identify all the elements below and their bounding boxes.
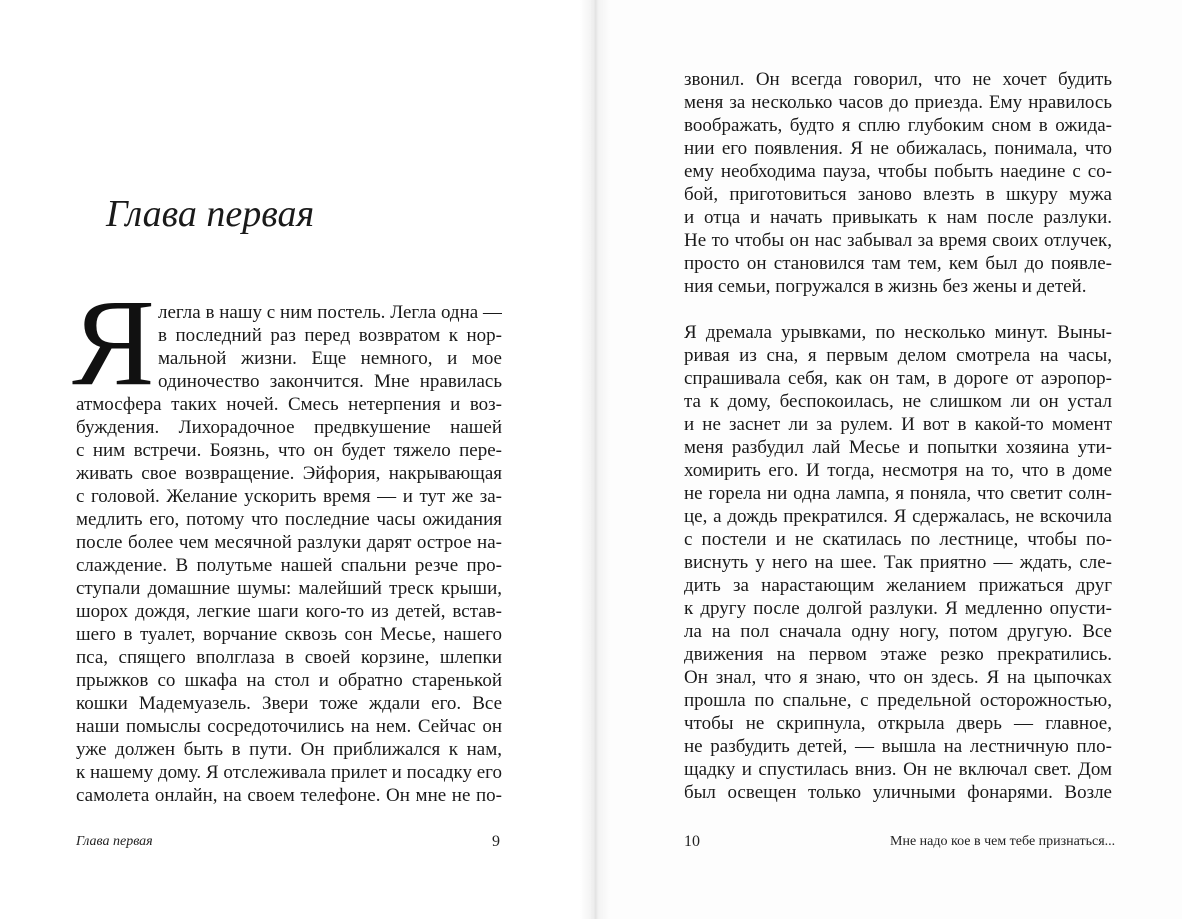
text-line: и не заснет ли за рулем. И вот в какой-то момент	[684, 414, 1112, 435]
text-line: ния семьи, погружался в жизнь без жены и детей.	[684, 276, 1087, 297]
text-line: легла в нашу с ним постель. Легла одна —	[158, 302, 502, 323]
text-line: меня за несколько часов до приезда. Ему нравилось	[684, 92, 1112, 113]
text-line: виснуть у него на шее. Так приятно — ждать, сле-	[684, 552, 1112, 573]
text-line: самолета онлайн, на своем телефоне. Он мне не по-	[76, 785, 502, 806]
text-line: щадку и спустилась вниз. Он не включал свет. Дом	[684, 759, 1112, 780]
text-line: меня разбудил лай Месье и попытки хозяина ути-	[684, 437, 1112, 458]
text-line: ла на пол сначала одну ногу, потом другую. Все	[684, 621, 1112, 642]
text-line: и отца и начать привыкать к нам после разлуки.	[684, 207, 1112, 228]
text-line: к нашему дому. Я отслеживала прилет и посадку его	[76, 762, 502, 783]
text-line: нии его появления. Я не обижалась, понимала, что	[684, 138, 1112, 159]
text-line: Не то чтобы он нас забывал за время своих отлучек,	[684, 230, 1112, 251]
text-line: спрашивала себя, как он там, в дороге от аэропор-	[684, 368, 1112, 389]
text-line: прошла по спальне, с предельной осторожностью,	[684, 690, 1112, 711]
text-line: живать свое возвращение. Эйфория, накрывающая	[76, 463, 502, 484]
text-line: звонил. Он всегда говорил, что не хочет будить	[684, 69, 1112, 90]
text-line: хомирить его. И тогда, несмотря на то, что в доме	[684, 460, 1112, 481]
text-line: буждения. Лихорадочное предвкушение нашей	[76, 417, 502, 438]
text-line: просто он становился там тем, кем был до появле-	[684, 253, 1112, 274]
text-line: не горела ни одна лампа, я поняла, что светит солн-	[684, 483, 1112, 504]
text-line: дить за нарастающим желанием прижаться друг	[684, 575, 1112, 596]
text-line: ему необходима пауза, чтобы побыть наедине с со-	[684, 161, 1112, 182]
text-line: ривая из сна, я первым делом смотрела на часы,	[684, 345, 1112, 366]
chapter-title: Глава первая	[106, 193, 315, 235]
text-line: одиночество закончится. Мне нравилась	[158, 371, 502, 392]
text-line: слаждение. В полутьме нашей спальни резче про-	[76, 555, 502, 576]
drop-cap: Я	[72, 274, 155, 411]
text-line: медлить его, потому что последние часы ожидания	[76, 509, 502, 530]
text-line: чтобы не скрипнула, открыла дверь — главное,	[684, 713, 1112, 734]
text-line: бой, приготовиться заново влезть в шкуру мужа	[684, 184, 1112, 205]
text-line: наши помыслы сосредоточились на нем. Сейчас он	[76, 716, 502, 737]
text-line: уже должен быть в пути. Он приближался к нам,	[76, 739, 502, 760]
text-line: в последний раз перед возвратом к нор-	[158, 325, 502, 346]
text-line: прыжков со шкафа на стол и обратно старенькой	[76, 670, 502, 691]
text-line: движения на первом этаже резко прекратились.	[684, 644, 1112, 665]
text-line: атмосфера таких ночей. Смесь нетерпения и воз-	[76, 394, 502, 415]
page-number: 9	[492, 833, 500, 850]
running-footer-title: Мне надо кое в чем тебе признаться...	[890, 834, 1116, 849]
text-line: ступали домашние шумы: малейший треск крыши,	[76, 578, 502, 599]
text-line: кошки Мадемуазель. Звери тоже ждали его. Все	[76, 693, 502, 714]
text-line: с постели и не скатилась по лестнице, чтобы по-	[684, 529, 1112, 550]
running-footer-title: Глава первая	[76, 834, 153, 849]
text-line: Я дремала урывками, по несколько минут. Выны-	[684, 322, 1112, 343]
text-line: после более чем месячной разлуки дарят острое на-	[76, 532, 502, 553]
text-line: шорох дождя, легкие шаги кого-то из детей, встав-	[76, 601, 502, 622]
text-line: шего в туалет, ворчание сквозь сон Месье, нашего	[76, 624, 502, 645]
right-body-text	[684, 68, 1112, 804]
text-line: к другу после долгой разлуки. Я медленно опусти-	[684, 598, 1112, 619]
text-line: с ним встречи. Боязнь, что он будет тяжело пере-	[76, 440, 502, 461]
text-line: с головой. Желание ускорить время — и тут же за-	[76, 486, 502, 507]
text-line: це, а дождь прекратился. Я сдержалась, не вскочила	[684, 506, 1112, 527]
text-line: пса, спящего вполглаза в своей корзине, шлепки	[76, 647, 502, 668]
page-number: 10	[684, 833, 700, 850]
text-line: не разбудить детей, — вышла на лестничную пло-	[684, 736, 1112, 757]
book-gutter	[580, 0, 610, 919]
paragraph-gap	[684, 298, 1112, 321]
left-body-text	[76, 301, 502, 807]
text-line: воображать, будто я сплю глубоким сном в ожида-	[684, 115, 1112, 136]
text-line: та к дому, беспокоилась, не слишком ли он устал	[684, 391, 1112, 412]
text-line: Он знал, что я знаю, что он здесь. Я на цыпочках	[684, 667, 1112, 688]
text-line: мальной жизни. Еще немного, и мое	[158, 348, 502, 369]
text-line: был освещен только уличными фонарями. Возле	[684, 782, 1112, 803]
